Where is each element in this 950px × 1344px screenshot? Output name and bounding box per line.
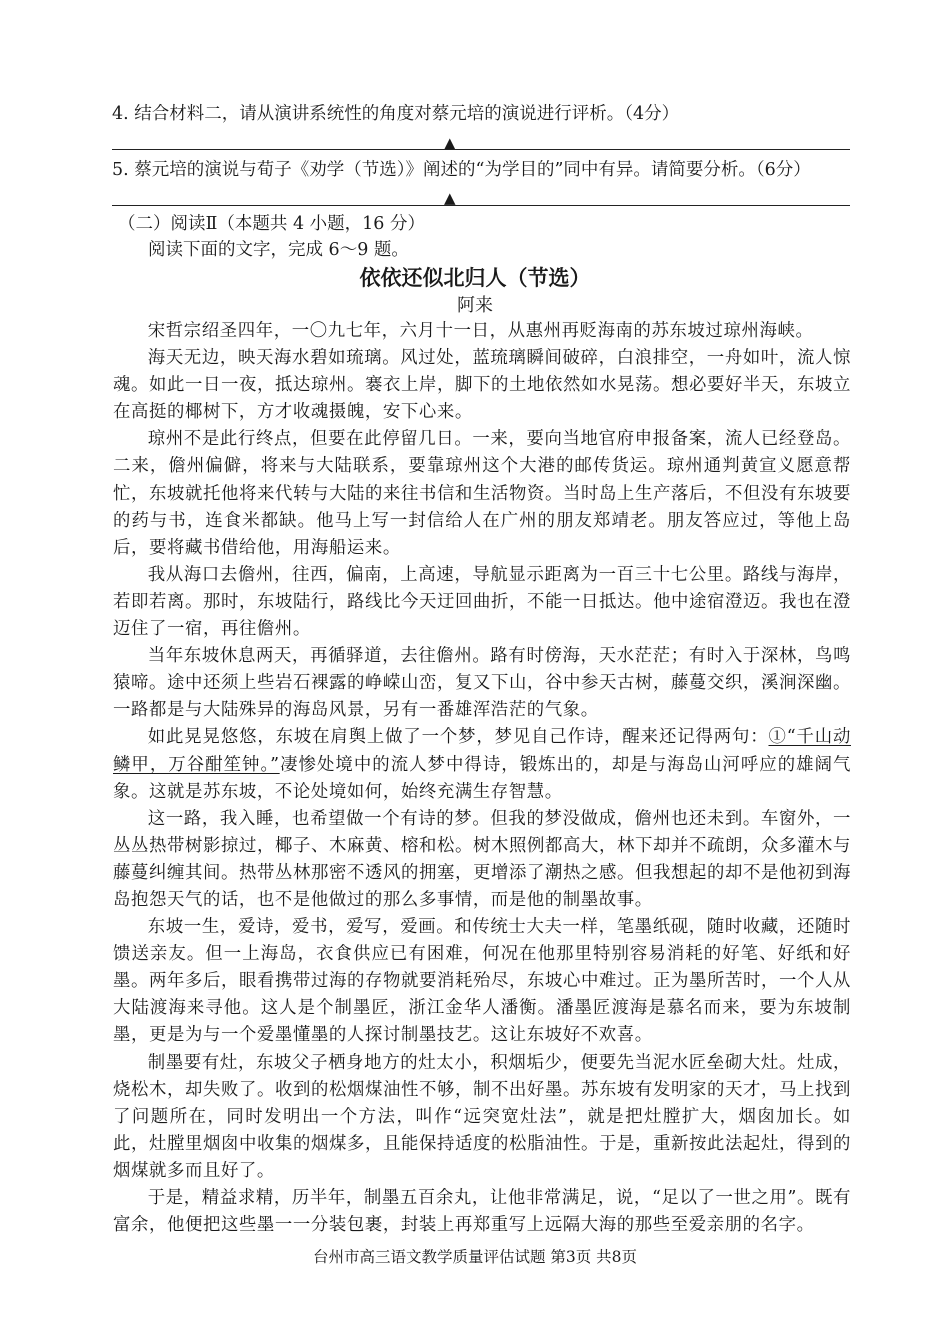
page-footer: 台州市高三语文教学质量评估试题 第3页 共8页 <box>312 1248 638 1266</box>
article-paragraph: 东坡一生，爱诗，爱书，爱写，爱画。和传统士大夫一样，笔墨纸砚，随时收藏，还随时馈送亲友。但一上海岛，衣食供应已有困难，何况在他那里特别容易消耗的好笔、好纸和好墨。两年多后，眼看携带过海的存物就要消耗殆尽，东坡心中难过。正为墨所苦时，一个人从大陆渡海来寻他。这人是个制墨匠，浙江金华人潘衡。潘墨匠渡海是慕名而来，要为东坡制墨，更是为与一个爱墨懂墨的人探讨制墨技艺。这让东坡好不欢喜。 <box>113 917 851 1046</box>
article-title: 依依还似北归人（节选） <box>359 266 591 290</box>
answer-line-4[interactable] <box>112 149 850 150</box>
section-heading: （二）阅读Ⅱ（本题共 4 小题，16 分） <box>118 214 425 234</box>
article-author: 阿来 <box>457 295 493 316</box>
article-paragraph: 这一路，我入睡，也希望做一个有诗的梦。但我的梦没做成，儋州也还未到。车窗外，一丛丛热带树影掠过，椰子、木麻黄、榕和松。树木照例都高大，林下却并不疏朗，众多灌木与藤蔓纠缠其间。热带丛林那密不透风的拥塞，更增添了潮热之感。但我想起的却不是他初到海岛抱怨天气的话，也不是他做过的那么多事情，而是他的制墨故事。 <box>113 808 851 910</box>
article-paragraph: 宋哲宗绍圣四年，一〇九七年，六月十一日，从惠州再贬海南的苏东坡过琼州海峡。 <box>147 321 814 341</box>
article-paragraph: 于是，精益求精，历半年，制墨五百余丸，让他非常满足，说，“足以了一世之用”。既有富余，他便把这些墨一一分装包裹，封装上再郑重写上远隔大海的那些至爱亲朋的名字。 <box>113 1188 851 1236</box>
article-paragraph: 琼州不是此行终点，但要在此停留几日。一来，要向当地官府申报备案，流人已经登岛。二来，儋州偏僻，将来与大陆联系，要靠琼州这个大港的邮传货运。琼州通判黄宣义愿意帮忙，东坡就托他将来代转与大陆的来往书信和生活物资。当时岛上生产落后，不但没有东坡要的药与书，连食米都缺。他马上写一封信给人在广州的朋友郑靖老。朋友答应过，等他上岛后，要将藏书借给他，用海船运来。 <box>113 429 851 558</box>
article-paragraph: 当年东坡休息两天，再循驿道，去往儋州。路有时傍海，天水茫茫；有时入于深林，鸟鸣猿啼。途中还须上些岩石裸露的峥嵘山峦，复又下山，谷中参天古树，藤蔓交织，溪涧深幽。一路都是与大陆殊异的海岛风景，另有一番雄浑浩茫的气象。 <box>113 646 851 721</box>
question-5: 5. 蔡元培的演说与荀子《劝学（节选）》阐述的“为学目的”同中有异。请简要分析。（6分） <box>112 160 811 180</box>
paragraph-text: 如此晃晃悠悠，东坡在肩舆上做了一个梦，梦见自己作诗，醒来还记得两句： <box>147 727 769 748</box>
answer-line-5[interactable] <box>112 205 850 206</box>
article-paragraph: 海天无边，映天海水碧如琉璃。风过处，蓝琉璃瞬间破碎，白浪排空，一舟如叶，流人惊魂。如此一日一夜，抵达琼州。褰衣上岸，脚下的土地依然如水晃荡。想必要好半天，东坡立在高挺的椰树下，方才收魂摄魄，安下心来。 <box>113 348 851 423</box>
underlined-poem-quote: ①“千山动鳞甲，万谷酣笙钟。” <box>113 727 851 775</box>
article-body <box>113 318 851 1239</box>
answer-marker-triangle-icon: ▲ <box>444 189 456 207</box>
question-4: 4. 结合材料二，请从演讲系统性的角度对蔡元培的演说进行评析。（4分） <box>112 104 680 124</box>
section-instruction: 阅读下面的文字，完成 6～9 题。 <box>148 240 409 260</box>
article-paragraph <box>113 724 851 805</box>
paragraph-text: 凄惨处境中的流人梦中得诗，锻炼出的，却是与海岛山河呼应的雄阔气象。这就是苏东坡，不论处境如何，始终充满生存智慧。 <box>113 754 851 802</box>
article-paragraph: 我从海口去儋州，往西，偏南，上高速，导航显示距离为一百三十七公里。路线与海岸，若即若离。那时，东坡陆行，路线比今天迂回曲折，不能一日抵达。他中途宿澄迈。我也在澄迈住了一宿，再往儋州。 <box>113 564 851 640</box>
article-paragraph: 制墨要有灶，东坡父子栖身地方的灶太小，积烟垢少，便要先当泥水匠垒砌大灶。灶成，烧松木，却失败了。收到的松烟煤油性不够，制不出好墨。苏东坡有发明家的天才，马上找到了问题所在，同时发明出一个方法，叫作“远突宽灶法”，就是把灶膛扩大，烟囱加长。如此，灶膛里烟囱中收集的烟煤多，且能保持适度的松脂油性。于是，重新按此法起灶，得到的烟煤就多而且好了。 <box>113 1052 851 1181</box>
answer-marker-triangle-icon: ▲ <box>444 134 456 152</box>
